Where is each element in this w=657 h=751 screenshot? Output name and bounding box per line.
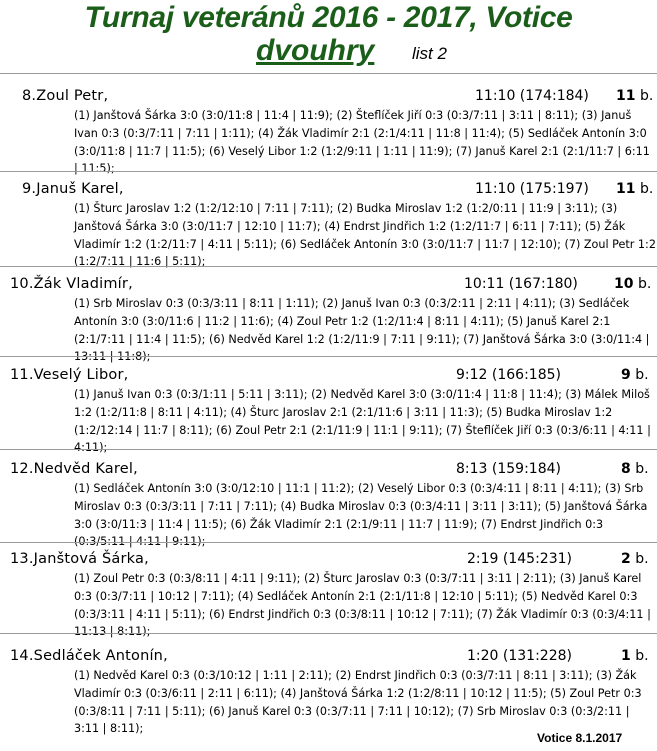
page-title: Turnaj veteránů 2016 - 2017, Votice bbox=[84, 1, 573, 34]
player-score: 8:13 (159:184) bbox=[456, 461, 561, 477]
points-unit: b. bbox=[639, 181, 654, 197]
points-unit: b. bbox=[635, 461, 649, 477]
points-unit: b. bbox=[635, 367, 649, 383]
player-score: 9:12 (166:185) bbox=[456, 367, 561, 383]
player-name: 13.Janštová Šárka, bbox=[10, 551, 149, 567]
points-unit: b. bbox=[635, 648, 649, 664]
player-points bbox=[616, 88, 653, 104]
match-details: (1) Sedláček Antonín 3:0 (3:0/12:10 | 11:1 | 11:2); (2) Veselý Libor 0:3 (0:3/4:11 | 8:11 | 4:11); (3) Srb Miroslav 0:3 (0:3/3:11 | 7:11 | 7:11); (4) Budka Miroslav 0:3 (0:3/4:11 | 3:11 | 3:11); (5) Janštová Šárka 3:0 (3:0/11:3 | 11:4 | 11:5); (6) Žák Vladimír 2:1 (2:1/9:11 | 11:7 | 11:9); (7) Endrst Jindřich 0:3 (0:3/5:11 | 4:11 | 9:11); bbox=[74, 482, 648, 549]
match-details: (1) Janštová Šárka 3:0 (3:0/11:8 | 11:4 | 11:9); (2) Šteflíček Jiří 0:3 (0:3/7:11 | 3:11 | 8:11); (3) Januš Ivan 0:3 (0:3/7:11 | 7:11 | 1:11); (4) Žák Vladimír 2:1 (2:1/4:11 | 11:8 | 11:4); (5) Sedláček Antonín 3:0 (3:0/11:8 | 11:7 | 11:5); (6) Veselý Libor 1:2 (1:2/9:11 | 1:11 | 11:9); (7) Januš Karel 2:1 (2:1/11:7 | 6:11 | 11:5); bbox=[74, 109, 650, 176]
points-unit: b. bbox=[637, 276, 652, 292]
points-value: 1 bbox=[621, 648, 631, 664]
points-value: 8 bbox=[621, 461, 631, 477]
player-points bbox=[614, 276, 651, 292]
divider bbox=[0, 449, 657, 450]
points-value: 2 bbox=[621, 551, 631, 567]
points-value: 9 bbox=[621, 367, 631, 383]
player-name: 12.Nedvěd Karel, bbox=[10, 461, 138, 477]
player-points bbox=[621, 367, 649, 383]
player-name: 11.Veselý Libor, bbox=[10, 367, 129, 383]
points-unit: b. bbox=[635, 551, 649, 567]
divider bbox=[0, 356, 657, 357]
subtitle-row bbox=[0, 36, 657, 70]
points-unit: b. bbox=[639, 88, 654, 104]
player-score: 10:11 (167:180) bbox=[464, 276, 578, 292]
subtitle: dvouhry bbox=[256, 34, 375, 67]
match-details: (1) Nedvěd Karel 0:3 (0:3/10:12 | 1:11 | 2:11); (2) Endrst Jindřich 0:3 (0:3/7:11 | 8:11 | 3:11); (3) Žák Vladimír 0:3 (0:3/6:11 | 2:11 | 6:11); (4) Janštová Šárka 1:2 (1:2/8:11 | 10:12 | 11:5); (5) Zoul Petr 0:3 (0:3/8:11 | 7:11 | 5:11); (6) Januš Karel 0:3 (0:3/7:11 | 7:11 | 10:12); (7) Srb Miroslav 0:3 (0:3/2:11 | 3:11 | 8:11); bbox=[74, 669, 642, 736]
divider bbox=[0, 171, 657, 172]
player-points bbox=[616, 181, 653, 197]
player-name: 9.Januš Karel, bbox=[22, 181, 124, 197]
points-value: 11 bbox=[616, 181, 636, 197]
player-name: 10.Žák Vladimír, bbox=[10, 276, 133, 292]
divider bbox=[0, 266, 657, 267]
divider bbox=[0, 633, 657, 634]
player-score: 1:20 (131:228) bbox=[467, 648, 572, 664]
player-score: 11:10 (175:197) bbox=[475, 181, 589, 197]
divider bbox=[0, 542, 657, 543]
sheet-label: list 2 bbox=[412, 44, 447, 63]
match-details: (1) Srb Miroslav 0:3 (0:3/3:11 | 8:11 | 1:11); (2) Januš Ivan 0:3 (0:3/2:11 | 2:11 | 4:11); (3) Sedláček Antonín 3:0 (3:0/11:6 | 11:2 | 11:6); (4) Zoul Petr 1:2 (1:2/11:4 | 8:11 | 4:11); (5) Januš Karel 2:1 (2:1/7:11 | 11:4 | 11:5); (6) Nedvěd Karel 1:2 (1:2/11:9 | 7:11 | 9:11); (7) Janštová Šárka 3:0 (3:0/11:4 | 13:11 | 11:8); bbox=[74, 297, 650, 364]
player-name: 14.Sedláček Antonín, bbox=[10, 648, 168, 664]
player-points bbox=[621, 461, 649, 477]
match-details: (1) Januš Ivan 0:3 (0:3/1:11 | 5:11 | 3:11); (2) Nedvěd Karel 3:0 (3:0/11:4 | 11:8 | 11:4); (3) Málek Miloš 1:2 (1:2/11:8 | 8:11 | 4:11); (4) Šturc Jaroslav 2:1 (2:1/11:6 | 3:11 | 11:3); (5) Budka Miroslav 1:2 (1:2/12:14 | 11:7 | 8:11); (6) Zoul Petr 2:1 (2:1/11:9 | 11:1 | 9:11); (7) Šteflíček Jiří 0:3 (0:3/6:11 | 4:11 | 4:11); bbox=[74, 388, 651, 455]
points-value: 11 bbox=[616, 88, 636, 104]
player-name: 8.Zoul Petr, bbox=[22, 88, 109, 104]
player-score: 11:10 (174:184) bbox=[475, 88, 589, 104]
match-details: (1) Zoul Petr 0:3 (0:3/8:11 | 4:11 | 9:11); (2) Šturc Jaroslav 0:3 (0:3/7:11 | 3:11 | 2:11); (3) Januš Karel 0:3 (0:3/7:11 | 10:12 | 7:11); (4) Sedláček Antonín 2:1 (2:1/11:8 | 12:10 | 5:11); (5) Nedvěd Karel 0:3 (0:3/3:11 | 4:11 | 5:11); (6) Endrst Jindřich 0:3 (0:3/8:11 | 10:12 | 7:11); (7) Žák Vladimír 0:3 (0:3/4:11 | 11:13 | 8:11); bbox=[74, 572, 651, 639]
footer-date: Votice 8.1.2017 bbox=[537, 731, 623, 745]
player-points bbox=[621, 648, 649, 664]
divider bbox=[0, 73, 657, 74]
player-points bbox=[621, 551, 649, 567]
points-value: 10 bbox=[614, 276, 634, 292]
player-score: 2:19 (145:231) bbox=[467, 551, 572, 567]
match-details: (1) Šturc Jaroslav 1:2 (1:2/12:10 | 7:11 | 7:11); (2) Budka Miroslav 1:2 (1:2/0:11 | 11:9 | 3:11); (3) Janštová Šárka 3:0 (3:0/11:7 | 12:10 | 11:7); (4) Endrst Jindřich 1:2 (1:2/11:7 | 6:11 | 7:11); (5) Žák Vladimír 1:2 (1:2/11:7 | 4:11 | 5:11); (6) Sedláček Antonín 3:0 (3:0/11:7 | 11:7 | 12:10); (7) Zoul Petr 1:2 (1:2/7:11 | 11:6 | 5:11); bbox=[74, 202, 656, 269]
